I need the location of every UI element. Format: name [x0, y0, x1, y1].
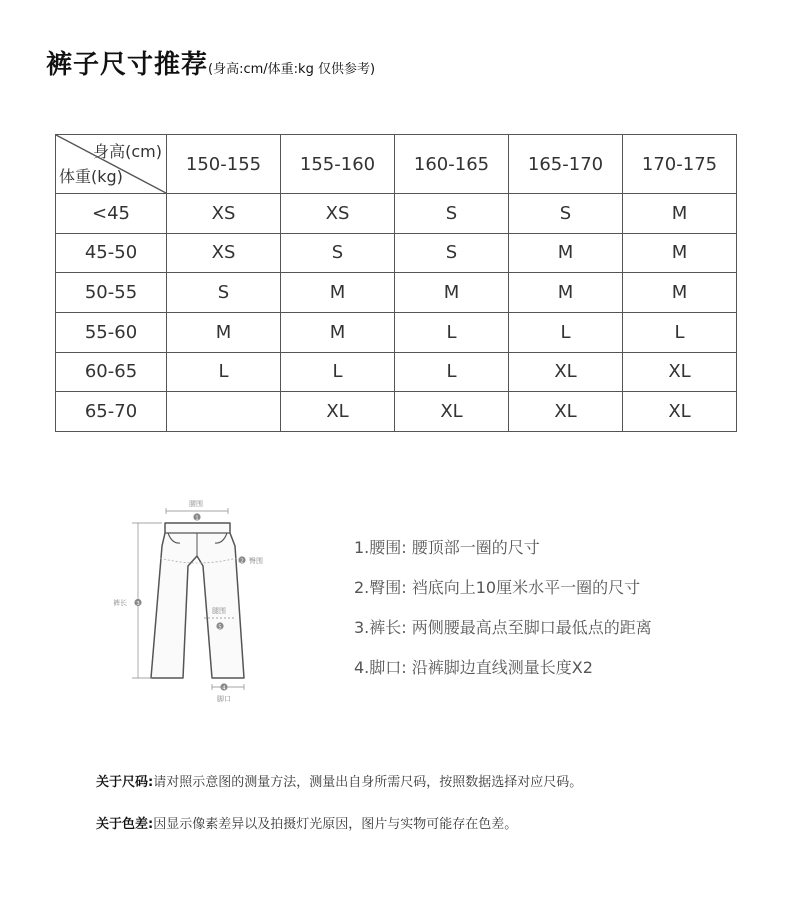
- size-cell: XL: [281, 392, 395, 432]
- svg-text:5: 5: [218, 624, 222, 631]
- thigh-label: 腿围: [212, 607, 226, 615]
- size-cell: S: [167, 273, 281, 313]
- size-cell: XS: [281, 194, 395, 234]
- table-header-row: [56, 135, 737, 194]
- size-cell: XL: [509, 352, 623, 392]
- size-cell: S: [509, 194, 623, 234]
- size-cell: L: [281, 352, 395, 392]
- table-row: [56, 312, 737, 352]
- title-main: 裤子尺寸推荐: [46, 50, 209, 80]
- size-cell: L: [623, 312, 737, 352]
- hem-label: 脚口: [217, 695, 231, 703]
- height-header: 155-160: [281, 135, 395, 194]
- remark-size: [96, 762, 582, 804]
- remark-text: 因显示像素差异以及拍摄灯光原因，图片与实物可能存在色差。: [153, 817, 518, 832]
- size-cell: M: [623, 194, 737, 234]
- corner-height-label: 身高(cm): [93, 142, 162, 161]
- height-header: 170-175: [623, 135, 737, 194]
- weight-cell: 45-50: [56, 233, 167, 273]
- remark-text: 请对照示意图的测量方法，测量出自身所需尺码，按照数据选择对应尺码。: [153, 775, 583, 790]
- table-row: [56, 273, 737, 313]
- note-hem: 4.脚口: 沿裤脚边直线测量长度X2: [354, 658, 593, 677]
- remark-color: [96, 804, 582, 846]
- svg-text:3: 3: [136, 601, 140, 607]
- weight-cell: 65-70: [56, 392, 167, 432]
- size-cell: S: [395, 233, 509, 273]
- table-row: [56, 392, 737, 432]
- size-cell: M: [509, 233, 623, 273]
- weight-cell: 50-55: [56, 273, 167, 313]
- height-header: 150-155: [167, 135, 281, 194]
- weight-cell: 60-65: [56, 352, 167, 392]
- note-length: 3.裤长: 两侧腰最高点至脚口最低点的距离: [354, 618, 652, 637]
- size-cell: XL: [623, 392, 737, 432]
- table-corner-cell: [56, 135, 167, 194]
- table-row: [56, 352, 737, 392]
- size-cell: M: [509, 273, 623, 313]
- svg-text:4: 4: [222, 685, 226, 692]
- table-row: [56, 194, 737, 234]
- size-cell: S: [395, 194, 509, 234]
- size-cell: XS: [167, 194, 281, 234]
- pants-measurement-diagram: [108, 496, 278, 711]
- size-cell: [167, 392, 281, 432]
- size-cell: M: [623, 273, 737, 313]
- remark-label: 关于尺码:: [96, 775, 154, 790]
- size-cell: XL: [395, 392, 509, 432]
- size-cell: M: [167, 312, 281, 352]
- size-cell: XL: [509, 392, 623, 432]
- size-cell: M: [281, 273, 395, 313]
- svg-text:2: 2: [240, 558, 244, 565]
- size-cell: M: [395, 273, 509, 313]
- size-cell: M: [623, 233, 737, 273]
- size-cell: XL: [623, 352, 737, 392]
- measurement-notes: [354, 528, 652, 688]
- size-cell: XS: [167, 233, 281, 273]
- size-cell: S: [281, 233, 395, 273]
- title-subtitle: (身高:cm/体重:kg 仅供参考): [208, 62, 376, 77]
- length-label: 裤长: [113, 599, 127, 607]
- weight-cell: <45: [56, 194, 167, 234]
- page-title: [46, 44, 375, 81]
- size-table: [55, 134, 737, 432]
- hip-label: 臀围: [249, 557, 263, 565]
- remark-label: 关于色差:: [96, 817, 154, 832]
- note-hip: 2.臀围: 裆底向上10厘米水平一圈的尺寸: [354, 578, 641, 597]
- table-row: [56, 233, 737, 273]
- size-cell: M: [281, 312, 395, 352]
- weight-cell: 55-60: [56, 312, 167, 352]
- remarks: [96, 762, 582, 846]
- corner-weight-label: 体重(kg): [59, 167, 123, 186]
- size-cell: L: [395, 312, 509, 352]
- note-waist: 1.腰围: 腰顶部一圈的尺寸: [354, 538, 540, 557]
- size-cell: L: [167, 352, 281, 392]
- height-header: 165-170: [509, 135, 623, 194]
- waist-label: 腰围: [189, 500, 203, 508]
- size-cell: L: [395, 352, 509, 392]
- height-header: 160-165: [395, 135, 509, 194]
- svg-text:1: 1: [195, 515, 199, 522]
- size-cell: L: [509, 312, 623, 352]
